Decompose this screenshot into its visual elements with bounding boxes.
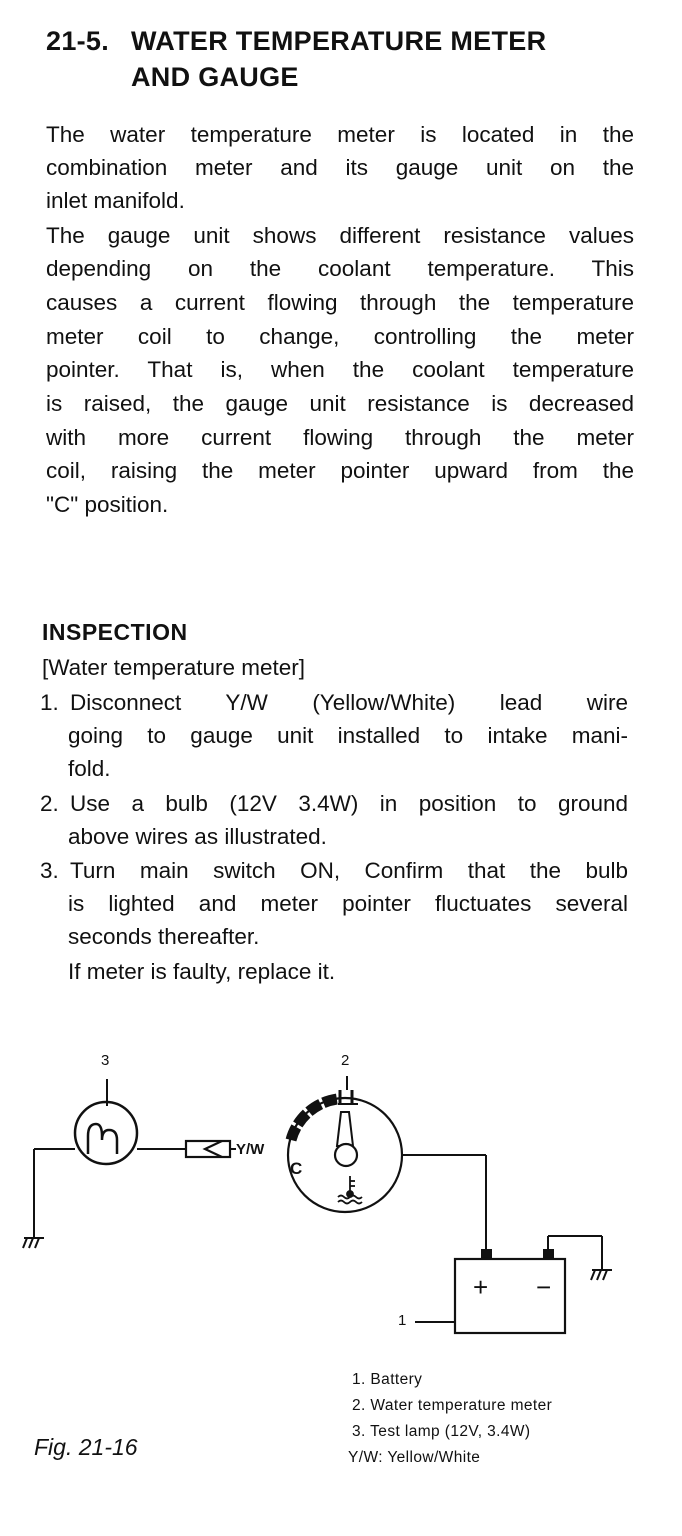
callout-battery: 1 bbox=[398, 1312, 407, 1329]
step-line: is lighted and meter pointer fluctuates several bbox=[68, 891, 628, 916]
inspection-heading: INSPECTION bbox=[42, 619, 188, 645]
callout-meter: 2 bbox=[341, 1052, 350, 1069]
step-line: seconds thereafter. bbox=[68, 924, 260, 949]
inspection-subheading: [Water temperature meter] bbox=[42, 655, 306, 680]
step-line: If meter is faulty, replace it. bbox=[68, 959, 336, 984]
step-line: going to gauge unit installed to intake mani- bbox=[68, 723, 628, 748]
legend-item: 2. Water temperature meter bbox=[352, 1397, 553, 1414]
legend-item: 3. Test lamp (12V, 3.4W) bbox=[352, 1423, 531, 1440]
intro-line: meter coil to change, controlling the meter bbox=[46, 324, 634, 349]
intro-line: coil, raising the meter pointer upward from the bbox=[46, 458, 634, 483]
step-line: fold. bbox=[68, 756, 111, 781]
intro-line: The water temperature meter is located in the bbox=[46, 122, 634, 147]
intro-line: with more current flowing through the meter bbox=[46, 425, 634, 450]
test-lamp-icon bbox=[75, 1102, 137, 1164]
battery-plus: + bbox=[473, 1272, 489, 1302]
wiring-diagram bbox=[0, 1040, 682, 1360]
intro-line: causes a current flowing through the temperature bbox=[46, 290, 634, 315]
section-title-line-2: AND GAUGE bbox=[131, 62, 299, 92]
step-line: Use a bulb (12V 3.4W) in position to ground bbox=[70, 791, 628, 816]
legend-item: Y/W: Yellow/White bbox=[348, 1449, 481, 1466]
intro-line: depending on the coolant temperature. This bbox=[46, 256, 634, 281]
intro-line: "C" position. bbox=[46, 492, 169, 517]
intro-line: combination meter and its gauge unit on the bbox=[46, 155, 634, 180]
connector-icon bbox=[186, 1141, 230, 1157]
intro-line: is raised, the gauge unit resistance is decreased bbox=[46, 391, 634, 416]
step-number: 3. bbox=[40, 858, 59, 883]
intro-line: pointer. That is, when the coolant temperature bbox=[46, 357, 634, 382]
step-line: above wires as illustrated. bbox=[68, 824, 327, 849]
legend-item: 1. Battery bbox=[352, 1371, 423, 1388]
step-line: Disconnect Y/W (Yellow/White) lead wire bbox=[70, 690, 628, 715]
intro-line: The gauge unit shows different resistance values bbox=[46, 223, 634, 248]
battery-minus: − bbox=[536, 1272, 552, 1302]
wire-label: Y/W bbox=[236, 1141, 265, 1158]
gauge-cold-mark: C bbox=[290, 1159, 303, 1178]
figure-caption: Fig. 21-16 bbox=[34, 1434, 138, 1460]
ground-icon bbox=[591, 1270, 612, 1280]
temperature-meter-icon bbox=[288, 1090, 402, 1212]
step-number: 2. bbox=[40, 791, 59, 816]
step-number: 1. bbox=[40, 690, 59, 715]
section-number: 21-5. bbox=[46, 26, 110, 56]
callout-lamp: 3 bbox=[101, 1052, 110, 1069]
step-line: Turn main switch ON, Confirm that the bulb bbox=[70, 858, 628, 883]
coolant-temperature-icon bbox=[338, 1176, 362, 1204]
ground-icon bbox=[23, 1238, 44, 1248]
section-title-line-1: WATER TEMPERATURE METER bbox=[131, 26, 547, 56]
intro-line: inlet manifold. bbox=[46, 188, 185, 213]
